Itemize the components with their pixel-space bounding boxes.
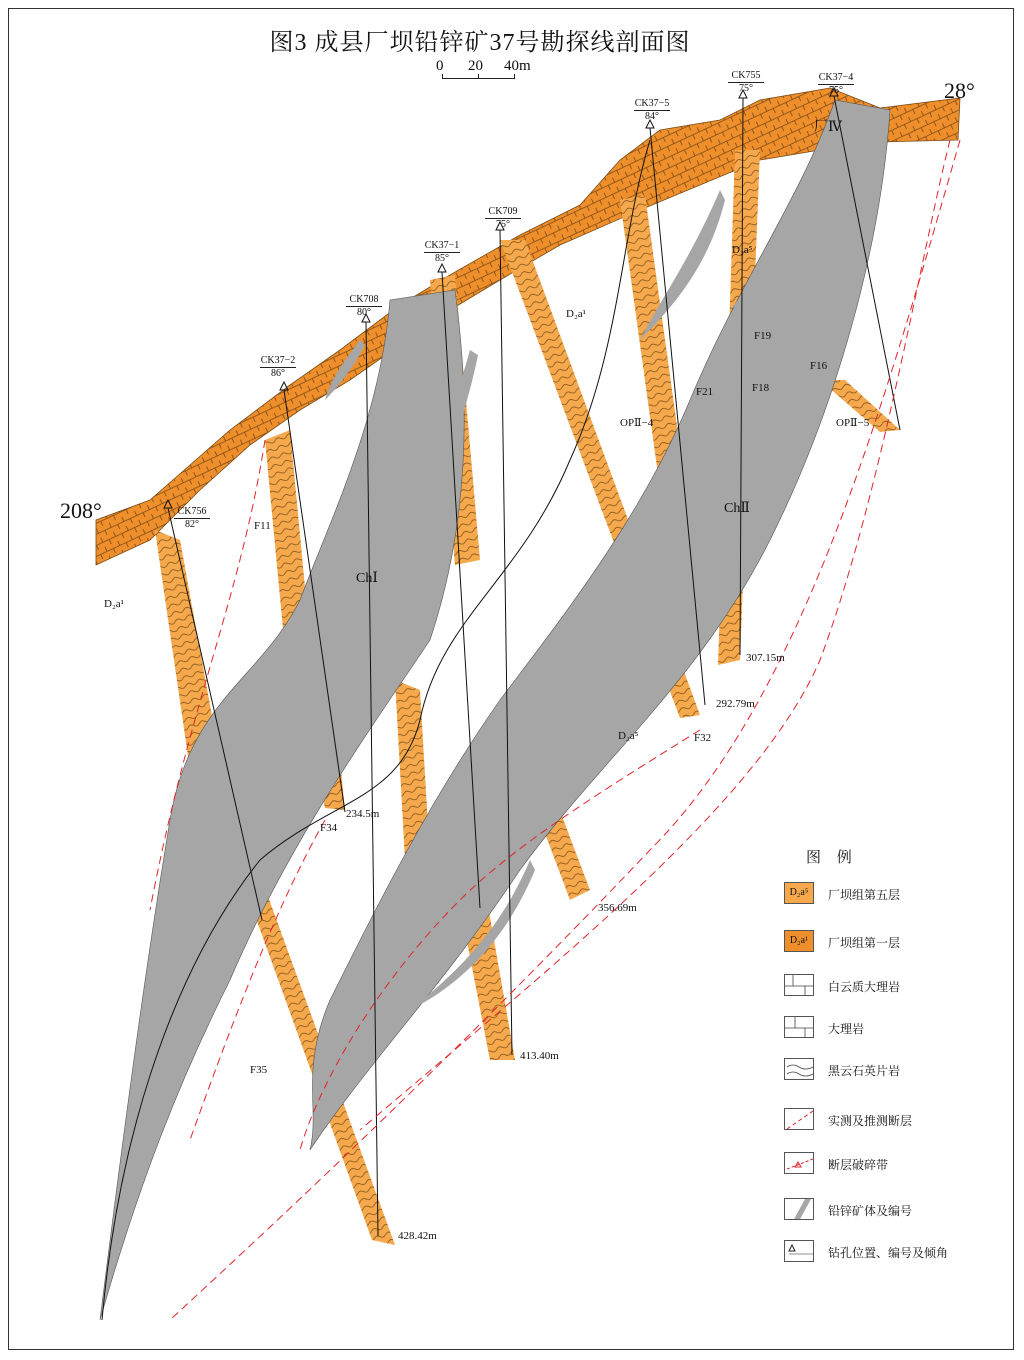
hole-dip: 84° bbox=[634, 110, 670, 123]
hole-id: CK37−1 bbox=[424, 240, 460, 251]
legend-label: 大理岩 bbox=[828, 1022, 865, 1036]
ore-body-label: 厂Ⅳ bbox=[814, 120, 842, 135]
legend-label: 厂坝组第五层 bbox=[828, 888, 901, 902]
fault-label: F35 bbox=[250, 1064, 268, 1076]
fault-label: F34 bbox=[320, 822, 338, 834]
hole-id: CK709 bbox=[488, 206, 518, 217]
legend-item bbox=[784, 1152, 984, 1180]
legend-item bbox=[784, 1240, 984, 1268]
fault-label: F32 bbox=[694, 732, 712, 744]
drill-hole-label bbox=[334, 294, 394, 319]
dolomitic-marble-icon bbox=[784, 974, 814, 996]
drill-hole-label bbox=[622, 98, 682, 123]
hole-dip: 75° bbox=[818, 84, 854, 97]
unit-label: D₂a⁵ bbox=[618, 730, 639, 742]
depth-label: 292.79m bbox=[716, 698, 755, 710]
marble-icon bbox=[784, 1016, 814, 1038]
legend-label: 钻孔位置、编号及倾角 bbox=[828, 1246, 949, 1260]
drill-hole-label bbox=[473, 206, 533, 231]
fault-label: F16 bbox=[810, 360, 828, 372]
legend-label: 黑云石英片岩 bbox=[828, 1064, 901, 1078]
legend-item bbox=[784, 974, 984, 1002]
drill-hole-label bbox=[248, 355, 308, 380]
op-line-label: OPⅡ−5 bbox=[836, 417, 870, 429]
fault-breccia-icon bbox=[784, 1152, 814, 1174]
hole-dip: 75° bbox=[485, 218, 521, 231]
depth-label: 307.15m bbox=[746, 652, 785, 664]
legend-label: 白云质大理岩 bbox=[828, 980, 901, 994]
drill-hole-label bbox=[412, 240, 472, 265]
drill-hole-icon bbox=[784, 1240, 814, 1262]
ore-body-icon bbox=[784, 1198, 814, 1220]
legend-label: 实测及推测断层 bbox=[828, 1114, 913, 1128]
legend-title: 图 例 bbox=[806, 850, 858, 866]
drill-hole-label bbox=[716, 70, 776, 95]
biotite-quartz-schist-icon bbox=[784, 1058, 814, 1080]
depth-label: 356.69m bbox=[598, 902, 637, 914]
legend-item bbox=[784, 1108, 984, 1136]
legend-item bbox=[784, 882, 984, 910]
fault-label: F18 bbox=[752, 382, 770, 394]
hole-id: CK756 bbox=[177, 506, 207, 517]
drill-trace bbox=[500, 230, 512, 1055]
depth-label: 428.42m bbox=[398, 1230, 437, 1242]
scale-label-40: 40m bbox=[504, 58, 531, 74]
hole-id: CK37−4 bbox=[818, 72, 854, 83]
hole-dip: 75° bbox=[728, 82, 764, 95]
azimuth-right: 28° bbox=[944, 78, 975, 103]
legend-item bbox=[784, 1198, 984, 1226]
unit-label: D₂a¹ bbox=[566, 308, 586, 320]
hole-dip: 80° bbox=[346, 306, 382, 319]
azimuth-left: 208° bbox=[60, 498, 102, 523]
fault-label: F19 bbox=[754, 330, 772, 342]
hole-id: CK37−5 bbox=[634, 98, 670, 109]
legend-swatch-layer5: D₂a⁵ bbox=[784, 882, 814, 904]
legend-item bbox=[784, 1058, 984, 1086]
legend-item bbox=[784, 1016, 984, 1044]
legend-label: 铅锌矿体及编号 bbox=[828, 1204, 913, 1218]
legend-label: 断层破碎带 bbox=[828, 1158, 889, 1172]
hole-id: CK755 bbox=[731, 70, 761, 81]
hole-dip: 86° bbox=[260, 367, 296, 380]
legend-item bbox=[784, 930, 984, 958]
hole-dip: 85° bbox=[424, 252, 460, 265]
scale-label-0: 0 bbox=[436, 58, 444, 74]
ore-body-label: ChⅠ bbox=[356, 571, 378, 586]
fault-line-icon bbox=[784, 1108, 814, 1130]
ore-body-label: ChⅡ bbox=[724, 501, 750, 516]
fault-label: F21 bbox=[696, 386, 714, 398]
hole-dip: 82° bbox=[174, 518, 210, 531]
fault-label: F11 bbox=[254, 520, 271, 532]
hole-id: CK37−2 bbox=[260, 355, 296, 366]
legend-label: 厂坝组第一层 bbox=[828, 936, 901, 950]
unit-label: D₂a¹ bbox=[104, 598, 124, 610]
op-line-label: OPⅡ−4 bbox=[620, 417, 654, 429]
scale-label-20: 20 bbox=[468, 58, 483, 74]
depth-label: 413.40m bbox=[520, 1050, 559, 1062]
drill-hole-label bbox=[806, 72, 866, 97]
figure-title: 图3 成县厂坝铅锌矿37号勘探线剖面图 bbox=[269, 30, 691, 56]
hole-id: CK708 bbox=[349, 294, 379, 305]
depth-label: 234.5m bbox=[346, 808, 380, 820]
unit-label: D₂a⁵ bbox=[732, 244, 753, 256]
legend-swatch-layer1: D₂a¹ bbox=[784, 930, 814, 952]
drill-hole-label bbox=[162, 506, 222, 531]
drill-hole-marker bbox=[438, 264, 446, 272]
